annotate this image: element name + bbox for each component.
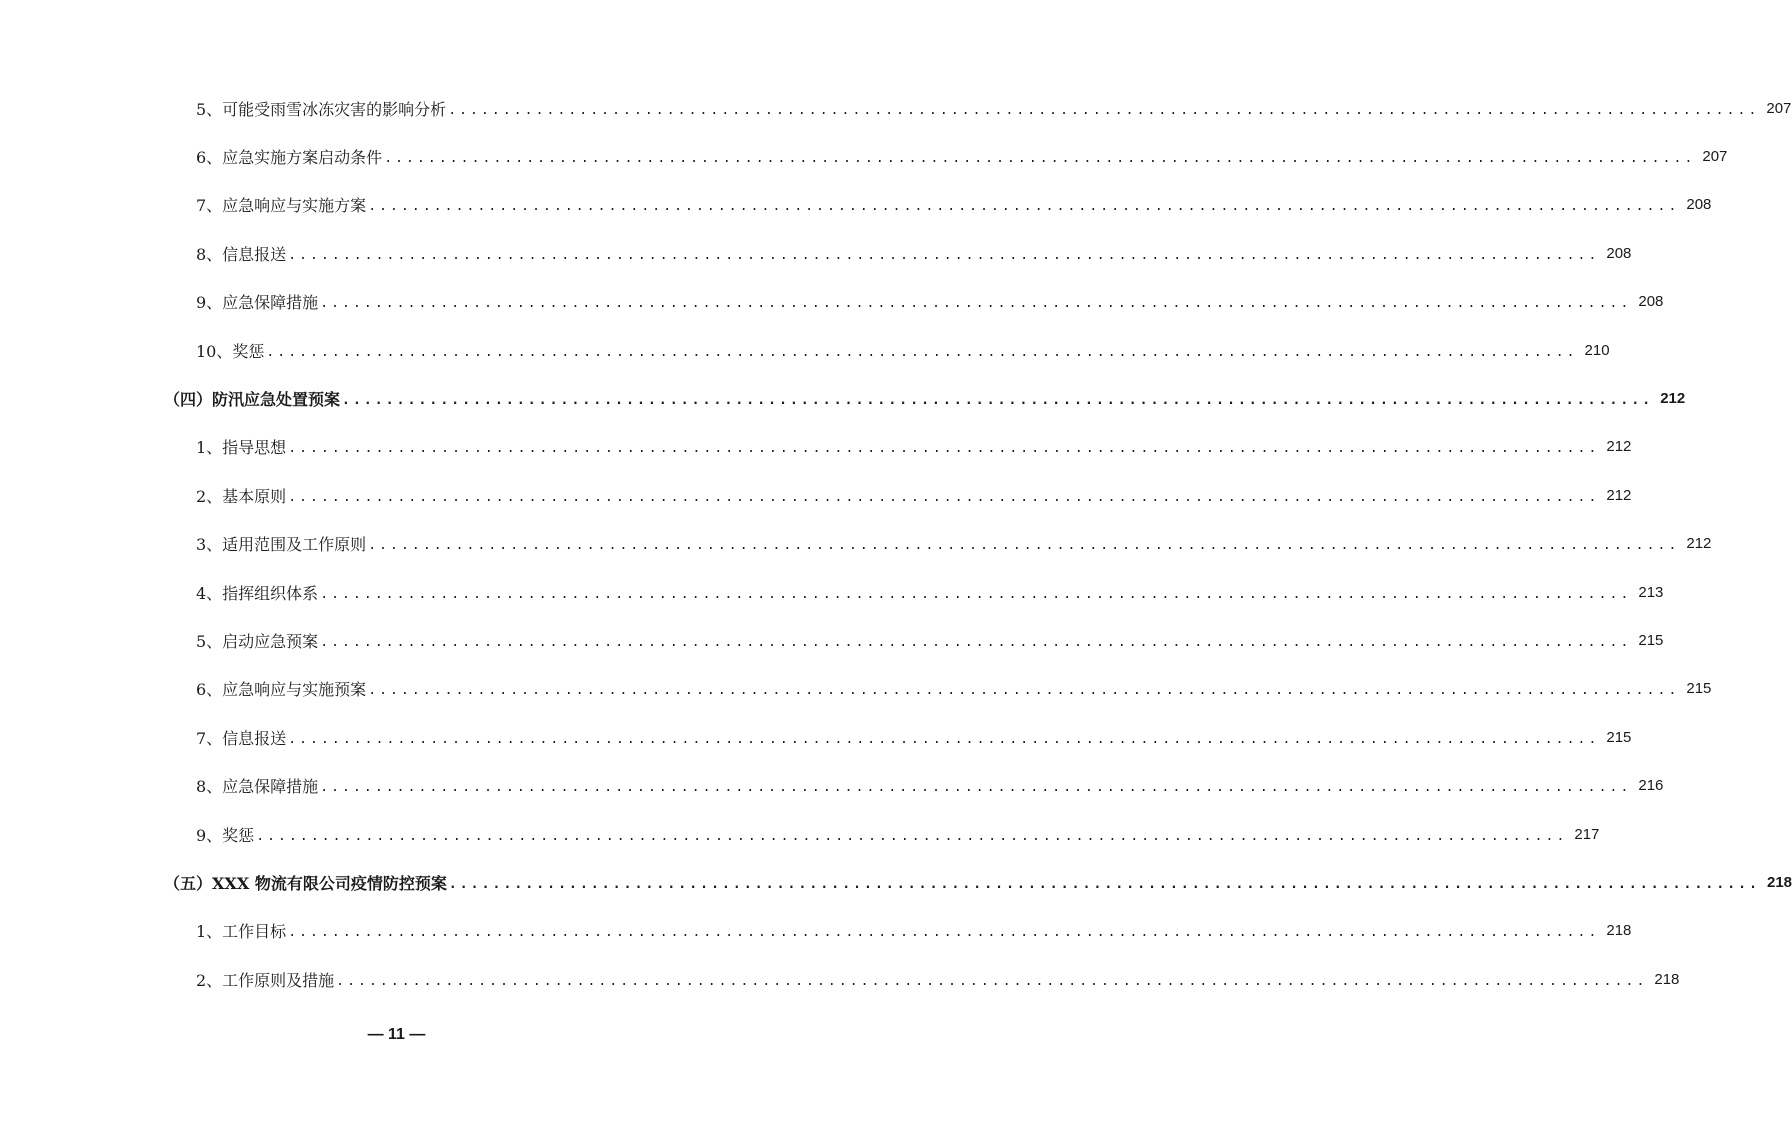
toc-entry-label: 5、启动应急预案 xyxy=(196,631,319,651)
toc-entry-label: 6、应急实施方案启动条件 xyxy=(196,148,383,168)
toc-entry-page-number: 218 xyxy=(1654,970,1680,988)
toc-entry-label: （四）防汛应急处置预案 xyxy=(164,390,341,410)
dot-leader: ........................................................................................................................ xyxy=(320,586,1632,602)
toc-entry-label: 2、基本原则 xyxy=(196,486,287,506)
dot-leader: ........................................................................................................................ xyxy=(342,393,1654,409)
toc-entry-page-number: 218 xyxy=(1606,922,1632,940)
toc-entry[interactable] xyxy=(0,132,1728,180)
dot-leader: ........................................................................................................................ xyxy=(288,925,1600,941)
dot-leader: ........................................................................................................................ xyxy=(320,780,1632,796)
dot-leader: ........................................................................................................................ xyxy=(288,731,1600,747)
toc-entry-label: 1、工作目标 xyxy=(196,922,287,942)
toc-entry-label: 2、工作原则及措施 xyxy=(196,970,335,990)
toc-entry[interactable] xyxy=(0,423,1632,471)
toc-entry[interactable] xyxy=(0,955,1680,1003)
toc-entry-label: 8、应急保障措施 xyxy=(196,777,319,797)
toc-entry[interactable] xyxy=(0,665,1712,713)
toc-entry[interactable] xyxy=(0,713,1632,761)
toc-entry-page-number: 212 xyxy=(1606,486,1632,504)
table-of-contents xyxy=(0,84,1792,1003)
toc-entry[interactable] xyxy=(0,761,1664,809)
toc-entry-label: 4、指挥组织体系 xyxy=(196,583,319,603)
toc-entry[interactable] xyxy=(0,229,1632,277)
toc-entry-label: 7、信息报送 xyxy=(196,728,287,748)
toc-entry[interactable] xyxy=(0,471,1632,519)
toc-entry-page-number: 207 xyxy=(1702,148,1728,166)
dot-leader: ........................................................................................................................ xyxy=(320,296,1632,312)
toc-entry-page-number: 215 xyxy=(1686,680,1712,698)
toc-entry-label: （五）XXX 物流有限公司疫情防控预案 xyxy=(164,873,447,893)
toc-entry-page-number: 208 xyxy=(1638,293,1664,311)
toc-entry[interactable] xyxy=(0,810,1600,858)
dot-leader: ........................................................................................................................ xyxy=(368,199,1680,215)
toc-section-heading[interactable] xyxy=(0,858,1792,906)
dot-leader: ........................................................................................................................ xyxy=(288,489,1600,505)
toc-entry-label: 10、奖惩 xyxy=(196,341,265,361)
dot-leader: ........................................................................................................................ xyxy=(320,634,1632,650)
toc-entry-label: 5、可能受雨雪冰冻灾害的影响分析 xyxy=(196,99,447,119)
dot-leader: ........................................................................................................................ xyxy=(288,441,1600,457)
toc-entry-page-number: 218 xyxy=(1767,873,1792,891)
toc-entry-page-number: 213 xyxy=(1638,583,1664,601)
toc-entry-label: 7、应急响应与实施方案 xyxy=(196,196,367,216)
toc-section-heading[interactable] xyxy=(0,374,1686,422)
toc-entry-label: 3、适用范围及工作原则 xyxy=(196,535,367,555)
toc-entry-label: 9、奖惩 xyxy=(196,825,255,845)
dot-leader: ........................................................................................................................ xyxy=(448,102,1760,118)
toc-entry[interactable] xyxy=(0,520,1712,568)
toc-entry-page-number: 210 xyxy=(1584,341,1610,359)
toc-entry[interactable] xyxy=(0,181,1712,229)
toc-entry[interactable] xyxy=(0,616,1664,664)
toc-entry-page-number: 212 xyxy=(1606,438,1632,456)
toc-entry[interactable] xyxy=(0,568,1664,616)
toc-entry-page-number: 217 xyxy=(1574,825,1600,843)
toc-entry-page-number: 216 xyxy=(1638,777,1664,795)
toc-entry-page-number: 208 xyxy=(1686,196,1712,214)
dot-leader: ........................................................................................................................ xyxy=(266,344,1578,360)
page-number-footer: — 11 — xyxy=(367,1026,426,1043)
toc-entry-page-number: 208 xyxy=(1606,244,1632,262)
dot-leader: ........................................................................................................................ xyxy=(448,876,1761,892)
dot-leader: ........................................................................................................................ xyxy=(368,538,1680,554)
toc-entry[interactable] xyxy=(0,84,1792,132)
dot-leader: ........................................................................................................................ xyxy=(288,247,1600,263)
toc-entry[interactable] xyxy=(0,326,1610,374)
toc-entry[interactable] xyxy=(0,278,1664,326)
dot-leader: ........................................................................................................................ xyxy=(368,683,1680,699)
toc-entry[interactable] xyxy=(0,907,1632,955)
toc-entry-label: 6、应急响应与实施预案 xyxy=(196,680,367,700)
toc-entry-page-number: 212 xyxy=(1660,390,1686,408)
dot-leader: ........................................................................................................................ xyxy=(384,151,1696,167)
toc-entry-page-number: 212 xyxy=(1686,535,1712,553)
toc-entry-label: 1、指导思想 xyxy=(196,438,287,458)
toc-entry-page-number: 215 xyxy=(1638,631,1664,649)
dot-leader: ........................................................................................................................ xyxy=(256,828,1568,844)
toc-entry-page-number: 215 xyxy=(1606,728,1632,746)
toc-entry-page-number: 207 xyxy=(1766,99,1792,117)
dot-leader: ........................................................................................................................ xyxy=(336,973,1648,989)
toc-entry-label: 8、信息报送 xyxy=(196,244,287,264)
toc-entry-label: 9、应急保障措施 xyxy=(196,293,319,313)
